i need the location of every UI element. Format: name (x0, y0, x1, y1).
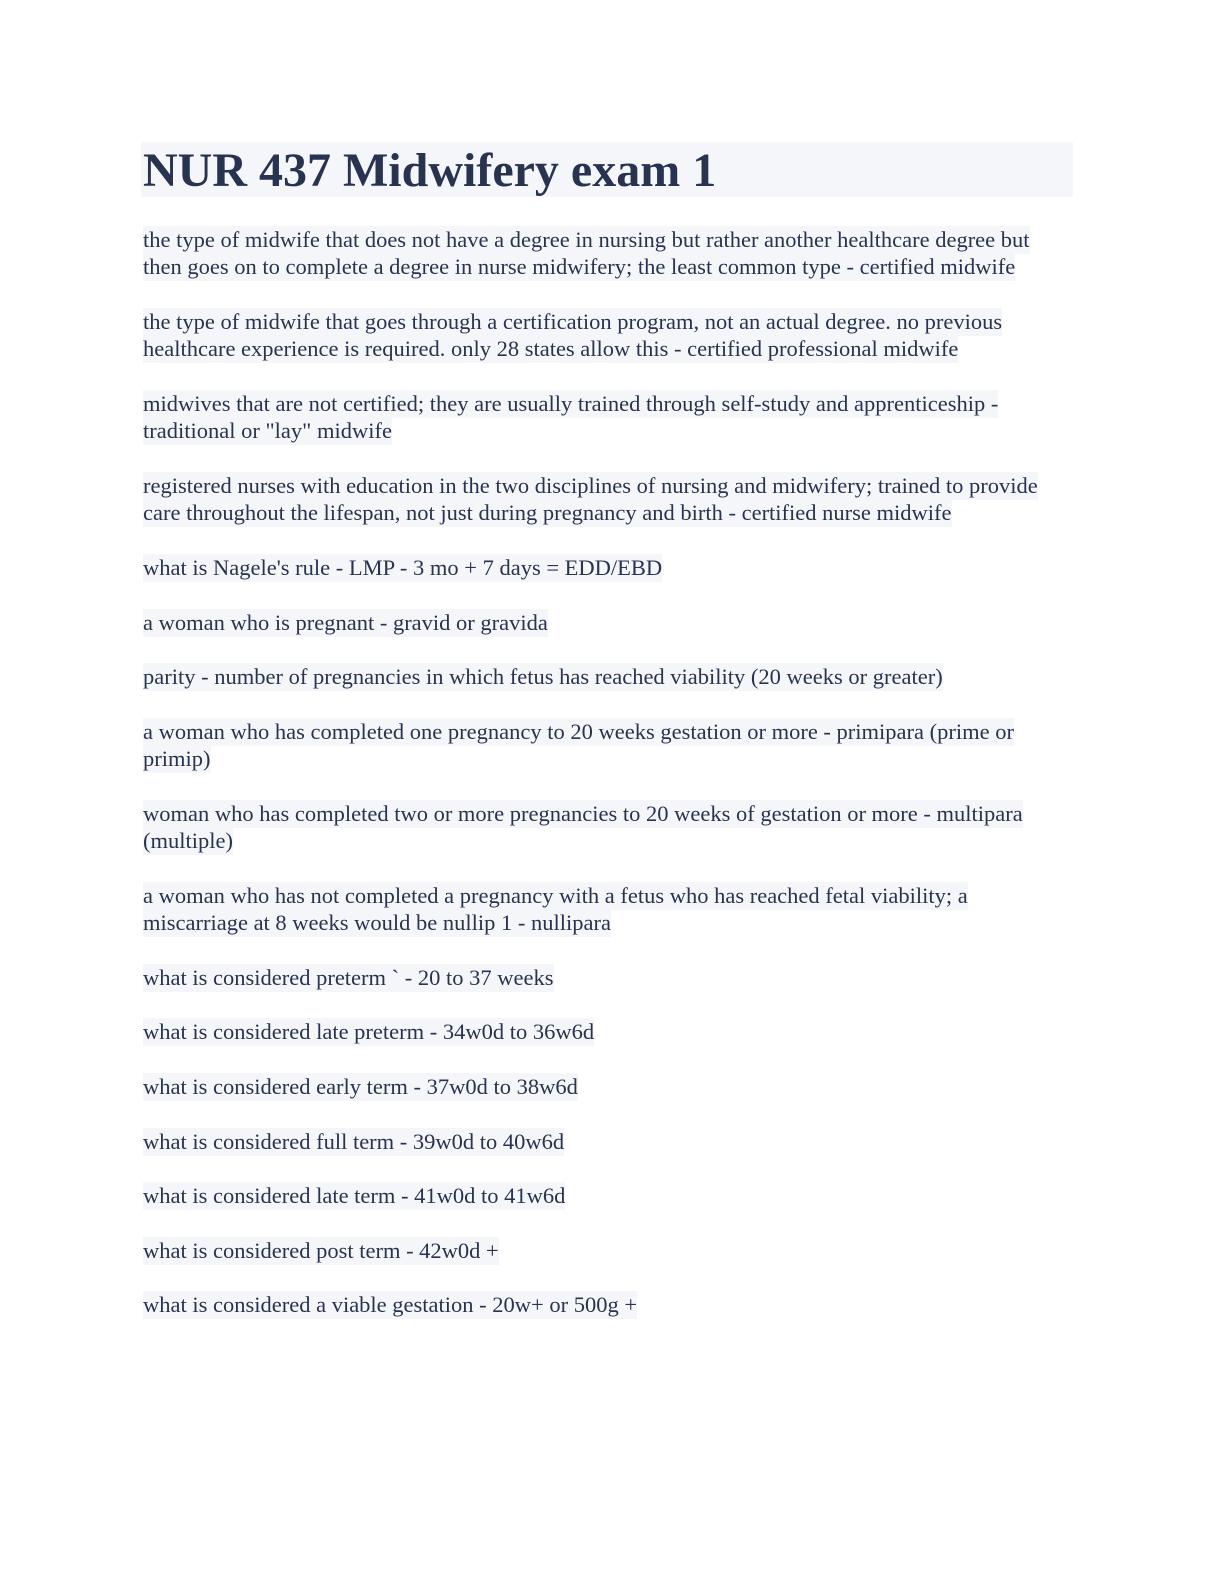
flashcard-list (143, 226, 1073, 1319)
flashcard (143, 554, 1073, 581)
flashcard-text: registered nurses with education in the two disciplines of nursing and midwifery; trained to provide care throughout the lifespan, not just during pregnancy and birth - certified nurse midwife (143, 473, 1038, 526)
flashcard (143, 308, 1073, 363)
document-page (143, 142, 1073, 1346)
flashcard (143, 609, 1073, 636)
flashcard (143, 663, 1073, 690)
flashcard-text: the type of midwife that goes through a certification program, not an actual degree. no previous healthcare experience is required. only 28 states allow this - certified professional midwife (143, 309, 1003, 362)
flashcard-text: what is considered a viable gestation - 20w+ or 500g + (143, 1292, 638, 1318)
flashcard (143, 964, 1073, 991)
flashcard (143, 390, 1073, 445)
page-title: NUR 437 Midwifery exam 1 (143, 144, 717, 197)
flashcard-text: what is considered preterm ` - 20 to 37 weeks (143, 964, 554, 990)
flashcard (143, 1182, 1073, 1209)
flashcard-text: a woman who has not completed a pregnancy with a fetus who has reached fetal viability; a miscarriage at 8 weeks would be nullip 1 - nullipara (143, 882, 968, 936)
flashcard-text: midwives that are not certified; they are usually trained through self-study and apprenticeship - traditional or "lay" midwife (143, 391, 999, 444)
flashcard-text: a woman who has completed one pregnancy to 20 weeks gestation or more - primipara (prime or primip) (143, 718, 1014, 772)
flashcard (143, 882, 1073, 937)
flashcard-text: what is considered late preterm - 34w0d to 36w6d (143, 1019, 595, 1045)
flashcard (143, 1291, 1073, 1318)
flashcard-text: what is Nagele's rule - LMP - 3 mo + 7 days = EDD/EBD (143, 555, 663, 580)
flashcard (143, 472, 1073, 527)
flashcard (143, 1237, 1073, 1264)
flashcard (143, 226, 1073, 281)
flashcard-text: what is considered post term - 42w0d + (143, 1237, 499, 1263)
flashcard-text: what is considered early term - 37w0d to 38w6d (143, 1073, 578, 1099)
flashcard (143, 1073, 1073, 1100)
flashcard-text: what is considered full term - 39w0d to 40w6d (143, 1128, 565, 1154)
flashcard-text: parity - number of pregnancies in which fetus has reached viability (20 weeks or greater) (143, 664, 943, 690)
flashcard-text: a woman who is pregnant - gravid or gravida (143, 609, 548, 635)
title-bar (141, 142, 1073, 197)
flashcard (143, 1128, 1073, 1155)
flashcard (143, 800, 1073, 855)
flashcard-text: woman who has completed two or more pregnancies to 20 weeks of gestation or more - multipara (multiple) (143, 800, 1023, 854)
flashcard (143, 718, 1073, 773)
flashcard (143, 1018, 1073, 1045)
flashcard-text: the type of midwife that does not have a degree in nursing but rather another healthcare degree but then goes on to complete a degree in nurse midwifery; the least common type - certified midwife (143, 227, 1030, 280)
flashcard-text: what is considered late term - 41w0d to 41w6d (143, 1183, 566, 1209)
